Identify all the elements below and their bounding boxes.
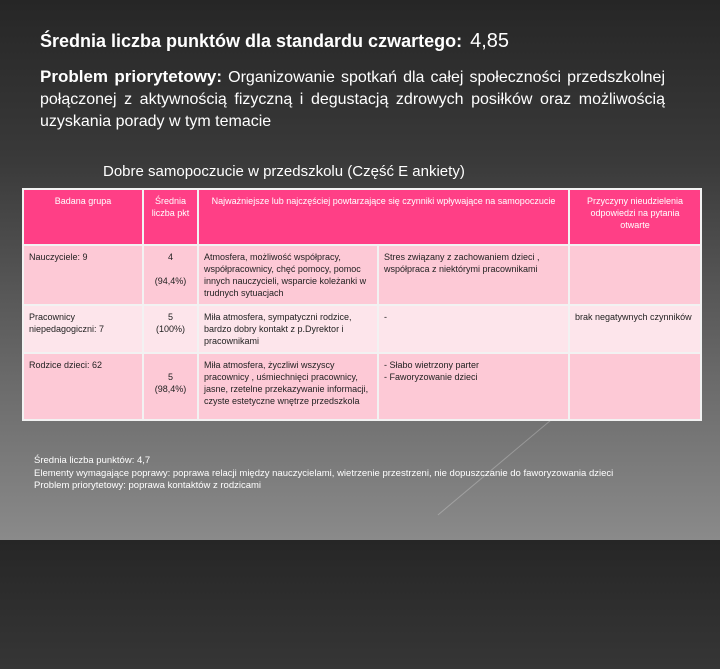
cell-reasons bbox=[569, 245, 701, 305]
page-title bbox=[40, 30, 509, 53]
cell-negative: - bbox=[378, 305, 569, 353]
negative-item: - Faworyzowanie dzieci bbox=[384, 372, 478, 382]
table-row bbox=[23, 305, 701, 353]
summary-priority: Problem priorytetowy: poprawa kontaktów z rodzicami bbox=[34, 480, 262, 491]
cell-score bbox=[143, 353, 198, 420]
cell-group: Pracownicy niepedagogiczni: 7 bbox=[23, 305, 143, 353]
cell-reasons bbox=[569, 353, 701, 420]
cell-positive: Atmosfera, możliwość współpracy, współpracownicy, chęć pomocy, pomoc innych nauczycieli, wsparcie koleżanki w trudnych sytuacjach bbox=[198, 245, 378, 305]
header-factors: Najważniejsze lub najczęściej powtarzające się czynniki wpływające na samopoczucie bbox=[198, 189, 569, 245]
negative-item: - Słabo wietrzony parter bbox=[384, 360, 480, 370]
cell-group: Rodzice dzieci: 62 bbox=[23, 353, 143, 420]
cell-positive: Miła atmosfera, sympatyczni rodzice, bardzo dobry kontakt z p.Dyrektor i pracownikami bbox=[198, 305, 378, 353]
cell-reasons: brak negatywnych czynników bbox=[569, 305, 701, 353]
percent: (100%) bbox=[155, 324, 185, 334]
table-subtitle: Dobre samopoczucie w przedszkolu (Część E ankiety) bbox=[103, 163, 465, 180]
percent: (98,4%) bbox=[154, 384, 187, 394]
cell-score bbox=[143, 305, 198, 353]
score: 5 bbox=[167, 372, 173, 382]
priority-problem bbox=[40, 66, 665, 133]
table-row bbox=[23, 353, 701, 420]
cell-negative bbox=[378, 353, 569, 420]
summary-score: Średnia liczba punktów: 4,7 bbox=[34, 455, 151, 466]
table-row bbox=[23, 245, 701, 305]
summary-improvements: Elementy wymagające poprawy: poprawa relacji między nauczycielami, wietrzenie przestrzeni, nie dopuszczanie do faworyzowania dzieci bbox=[34, 467, 614, 479]
decorative-line bbox=[438, 386, 720, 669]
summary bbox=[34, 455, 634, 493]
title-value: 4,85 bbox=[470, 30, 510, 52]
priority-label: Problem priorytetowy: bbox=[40, 67, 223, 86]
score: 4 bbox=[167, 252, 173, 262]
percent: (94,4%) bbox=[154, 276, 187, 286]
cell-positive: Miła atmosfera, życzliwi wszyscy pracownicy , uśmiechnięci pracownicy, jasne, rzetelne przekazywanie informacji, czyste estetyczne wnętrze przedszkola bbox=[198, 353, 378, 420]
score: 5 bbox=[167, 312, 173, 322]
results-table bbox=[22, 188, 702, 421]
header-reasons: Przyczyny nieudzielenia odpowiedzi na pytania otwarte bbox=[569, 189, 701, 245]
priority-text: Organizowanie spotkań dla całej społeczności przedszkolnej połączonej z aktywnością fizyczną i degustacją zdrowych posiłków oraz możliwością uzyskania porady w tym temacie bbox=[40, 69, 666, 130]
title-label: Średnia liczba punktów dla standardu czwartego: bbox=[40, 31, 463, 51]
table-header bbox=[23, 189, 701, 245]
header-score: Średnia liczba pkt bbox=[143, 189, 198, 245]
cell-score bbox=[143, 245, 198, 305]
cell-group: Nauczyciele: 9 bbox=[23, 245, 143, 305]
header-group: Badana grupa bbox=[23, 189, 143, 245]
cell-negative: Stres związany z zachowaniem dzieci , współpraca z niektórymi pracownikami bbox=[378, 245, 569, 305]
